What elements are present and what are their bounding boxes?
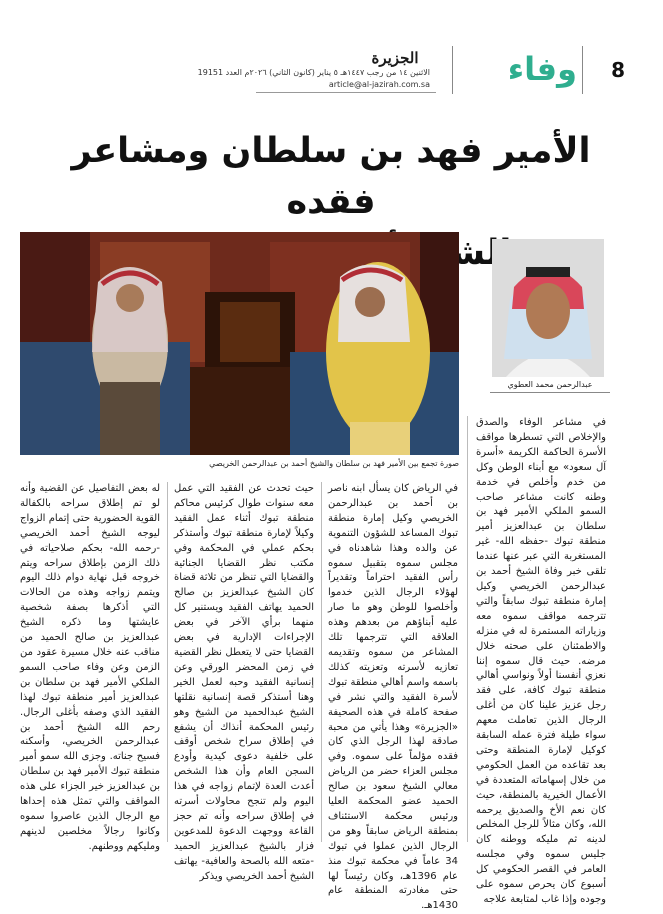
article-column <box>328 482 459 912</box>
email-address: article@al-jazirah.com.sa <box>328 80 430 89</box>
article-paragraph: في الرياض كان يسأل ابنه ناصر بن أحمد بن عبدالرحمن الخريصي وكيل إمارة منطقة تبوك المساعد للشؤون التنموية عن والده وهذا شاهدناه في مجلس سموه بتقبيل سموه رأس الفقيد احتراماً وتقديراً لهؤلاء الرجال الذين خدموا وأخلصوا للوطن وهو ما صار عليه أبناؤهم من بعدهم وهذه العلاقة التي تترجمها تلك المشاعر من سموه وتقديمه تعازيه لأسرته وتعزيته كذلك باسمه واسم أهالي منطقة تبوك لأسرة الفقيد والتي نشر في صفحة كاملة في هذه الصحيفة «الجزيرة» وهذا يأتي من محبة صادقة لهذا الرجل الذي كان فقده مؤلماً على سموه. وفي مجلس العزاء حضر من الرياض معالي الشيخ سعود بن صالح الحميد عضو المحكمة العليا ورئيس محكمة الاستئناف بمنطقة الرياض سابقاً وهو من الرجال الذين عملوا في تبوك 34 عاماً في محكمة تبوك منذ عام 1396هـ، وكان رئيساً لها حتى مغادرته المنطقة عام 1430هـ. <box>328 483 459 912</box>
section-title: وفاء <box>507 50 577 88</box>
date-line: الاثنين ١٤ من رجب ١٤٤٧هـ ٥ يناير (كانون الثاني) ٢٠٢٦م العدد 19151 <box>197 68 430 77</box>
article-paragraph: في مشاعر الوفاء والصدق والإخلاص التي تسطرها مواقف الأسرة الحاكمة الكريمة «أسرة آل سعود» مع أبناء الوطن وكل من خدم وأخلص في خدمة وطنه كانت مشاعر صاحب السمو الملكي الأمير فهد بن سلطان بن عبدالعزيز أمير منطقة تبوك -حفظه الله- غير المستغربة التي عبر عنها عندما تلقى خبر وفاة الشيخ أحمد بن عبدالرحمن الخريصي وكيل إمارة منطقة تبوك سابقاً والتي تترجمه مواقف سموه معه وزياراته المستمرة له في منزله والاطمئنان على صحته خلال مرضه. حيث قال سموه إننا نعزي أنفسنا أولاً ونواسي أهالي منطقة تبوك كافة، على فقد رجل عزيز علينا كان من أغلى الرجال الذين تعاملت معهم سواء طيلة فترة عمله السابقة كوكيل لإمارة المنطقة وحتى بعد تقاعده من العمل الحكومي من خلال إسهاماته المتعددة في الأعمال الخيرية بالمنطقة، حيث كان نعم الأخ والصديق يرحمه الله، وكان مثالاً للرجل المخلص لدينه ثم مليكه ووطنه كان جليس سموه وفي مجلسه العامر في القصر الحكومي كل أسبوع كان يحرص سموه على وجوده وإذا غاب لمتابعة علاجه <box>476 417 606 905</box>
article-photo <box>20 232 459 455</box>
photo-caption: صورة تجمع بين الأمير فهد بن سلطان والشيخ أحمد بن عبدالرحمن الخريصي <box>209 459 459 468</box>
article-column <box>174 482 314 882</box>
title-line-1: الأمير فهد بن سلطان ومشاعر فقده <box>71 131 591 222</box>
header-divider <box>452 46 453 94</box>
author-name: عبدالرحمن محمد العطوي <box>490 380 610 393</box>
article-paragraph: حيث تحدث عن الفقيد التي عمل معه سنوات طوال كرئيس محاكم منطقة تبوك أثناء عمل الفقيد وكيلاً لإمارة منطقة تبوك وأستذكر بحكم عملي في المحكمة وفي مكتب نظر القضايا الجنائية والقضايا التي تنظر من ثلاثة قضاة كان الشيخ عبدالعزيز بن صالح الحميد يهاتف الفقيد ويستنير كل منهما برأي الآخر في بعض الإجراءات الإدارية في بعض القضايا حتى لا يتعطل نظر القضية في زمن المحضر الورقي وعن إنسانية الفقيد وحبه لعمل الخير وهنا أستذكر قصة إنسانية نقلتها الشيخ عبدالحميد من الشيخ وهو رئيس المحكمة أنذاك أن يشفع في إطلاق سراح شخص أوقف على خلفية دعوى كيدية وأودع السجن العام وأن هذا الشخص أعدت العدة لإتمام زواجه في هذا اليوم ولم تنجح محاولات أسرته في إطلاق سراحه وأنه تم حجز القاعة ووجهت الدعوة للمدعوين فزار بالشيخ عبدالعزيز الحميد -متعه الله بالصحة والعافية- يهاتف الشيخ أحمد الخريصي ويذكر <box>174 483 314 882</box>
header-divider <box>582 46 583 94</box>
header-rule <box>256 92 436 93</box>
page-number: 8 <box>611 58 625 82</box>
column-divider <box>467 416 468 842</box>
article-column <box>476 416 606 905</box>
article-paragraph: له بعض التفاصيل عن القضية وأنه لو تم إطلاق سراحه بالكفالة القوية الحضورية حتى إتمام الزواج ليوجه الشيخ أحمد الخريصي -رحمه الله- بحكم صلاحياته في ذلك الزمن بإطلاق سراحه ويتم خروجه قبل نهاية دوام ذلك اليوم ويتمم زواجه وهذه من الحالات التي أذكرها بصفة شخصية عايشتها وما ذكره الشيخ عبدالعزيز بن صالح الحميد من مناقب عنه خلال مسيرة عقود من الزمن وعن وفاء صاحب السمو الملكي الأمير فهد بن سلطان بن عبدالعزيز أمير منطقة تبوك لهذا الفقيد الذي وصفه بأغلى الرجال. رحم الله الشيخ أحمد بن عبدالرحمن الخريصي، وأسكنه فسيح جناته. وجزى الله سمو أمير منطقة تبوك الأمير فهد بن سلطان بن عبدالعزيز خير الجزاء على هذه المواقف والتي تمثل هذه إحداها مع الرجال الذين عاصروا سموه وكانوا رجالاً مخلصين لدينهم ومليكهم ووطنهم. <box>20 483 160 852</box>
newspaper-logo: الجزيرة <box>371 49 419 67</box>
author-portrait <box>492 239 604 377</box>
page-header <box>0 0 663 108</box>
title-line-2: الشيخ <box>411 232 512 273</box>
article-column <box>20 482 160 852</box>
column-divider <box>321 482 322 842</box>
column-divider <box>167 482 168 842</box>
